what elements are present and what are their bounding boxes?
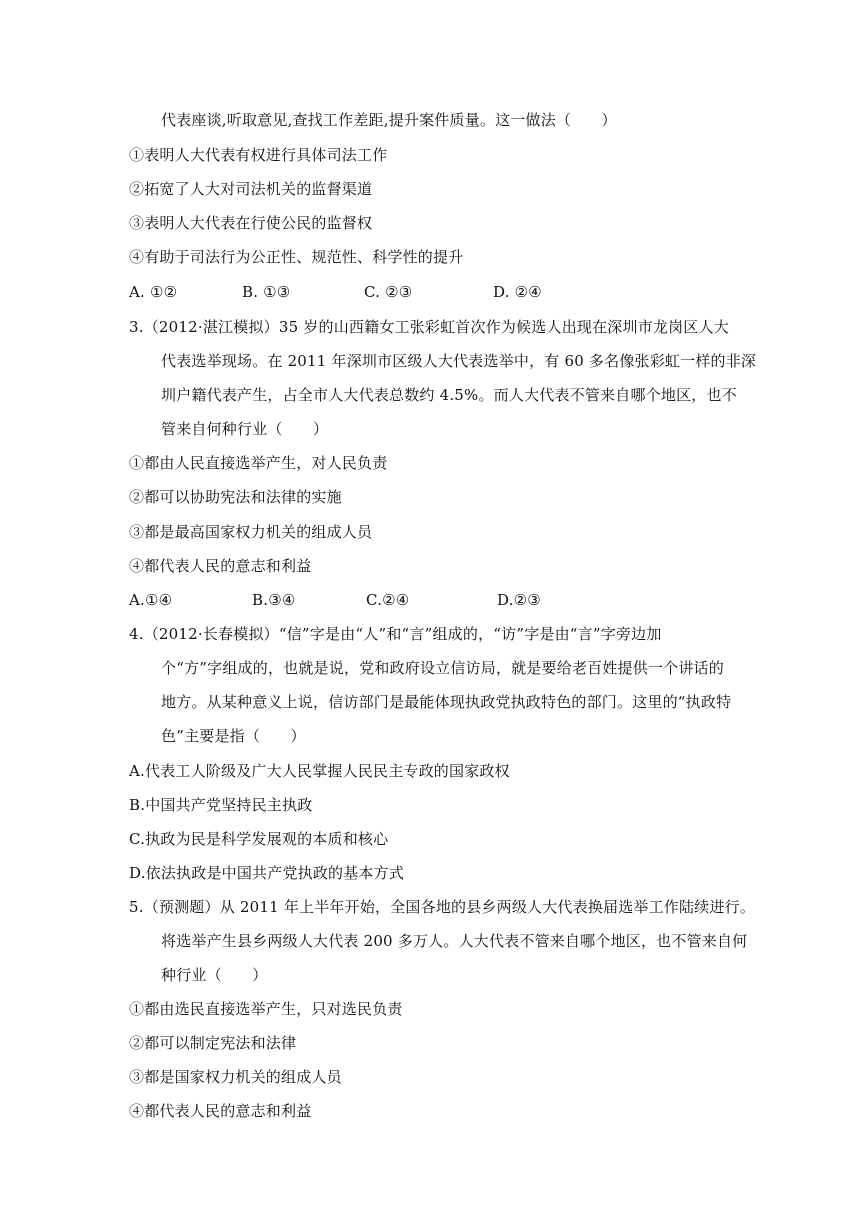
q4-option-a: A.代表工人阶级及广大人民掌握人民民主专政的国家政权 [129, 762, 510, 780]
q4-stem-line-2: 个“方”字组成的，也就是说，党和政府设立信访局，就是要给老百姓提供一个讲话的 [161, 659, 724, 677]
q3-stem-line-2: 代表选举现场。在 2011 年深圳市区级人大代表选举中，有 60 多名像张彩虹一样的非深 [161, 352, 757, 370]
q3-option-1: ①都由人民直接选举产生，对人民负责 [129, 454, 388, 472]
q5-option-3: ③都是国家权力机关的组成人员 [129, 1068, 342, 1086]
q4-stem-line-3: 地方。从某种意义上说，信访部门是最能体现执政党执政特色的部门。这里的“执政特 [161, 693, 732, 711]
q5-stem-line-2: 将选举产生县乡两级人大代表 200 多万人。人大代表不管来自哪个地区，也不管来自何 [161, 932, 748, 950]
q4-option-d: D.依法执政是中国共产党执政的基本方式 [129, 864, 405, 882]
q5-stem-line-1: 5.（预测题）从 2011 年上半年开始，全国各地的县乡两级人大代表换届选举工作陆续进行。 [129, 898, 756, 916]
q3-answer-choices [129, 590, 541, 610]
q3-stem-line-3: 圳户籍代表产生，占全市人大代表总数约 4.5%。而人大代表不管来自哪个地区，也不 [161, 386, 737, 404]
q2-choice-c: C. ②③ [364, 283, 413, 301]
q4-option-b: B.中国共产党坚持民主执政 [129, 796, 313, 814]
q3-choice-d: D.②③ [497, 591, 541, 609]
q3-choice-b: B.③④ [252, 591, 296, 609]
q2-option-1: ①表明人大代表有权进行具体司法工作 [129, 146, 388, 164]
q3-stem-line-4: 管来自何种行业（ ） [161, 420, 329, 438]
q5-option-4: ④都代表人民的意志和利益 [129, 1102, 312, 1120]
q4-stem-line-4: 色”主要是指（ ） [161, 727, 306, 745]
q2-option-2: ②拓宽了人大对司法机关的监督渠道 [129, 180, 373, 198]
q3-choice-c: C.②④ [366, 591, 410, 609]
q2-choice-a: A. ①② [129, 283, 178, 301]
q3-option-4: ④都代表人民的意志和利益 [129, 557, 312, 575]
q2-answer-choices [129, 282, 542, 302]
q2-choice-d: D. ②④ [493, 283, 542, 301]
q2-option-4: ④有助于司法行为公正性、规范性、科学性的提升 [129, 248, 464, 266]
q2-choice-b: B. ①③ [242, 283, 291, 301]
q5-option-1: ①都由选民直接选举产生，只对选民负责 [129, 1000, 403, 1018]
q4-option-c: C.执政为民是科学发展观的本质和核心 [129, 830, 389, 848]
q4-stem-line-1: 4.（2012·长春模拟）“信”字是由“人”和“言”组成的，“访”字是由“言”字旁边加 [129, 625, 662, 643]
q3-option-3: ③都是最高国家权力机关的组成人员 [129, 523, 373, 541]
q3-choice-a: A.①④ [129, 591, 173, 609]
q2-stem-continuation: 代表座谈,听取意见,查找工作差距,提升案件质量。这一做法（ ） [161, 111, 617, 129]
q3-stem-line-1: 3.（2012·湛江模拟）35 岁的山西籍女工张彩虹首次作为候选人出现在深圳市龙岗区人大 [129, 318, 729, 336]
q3-option-2: ②都可以协助宪法和法律的实施 [129, 488, 342, 506]
q5-stem-line-3: 种行业（ ） [161, 966, 268, 984]
q2-option-3: ③表明人大代表在行使公民的监督权 [129, 214, 373, 232]
q5-option-2: ②都可以制定宪法和法律 [129, 1034, 297, 1052]
